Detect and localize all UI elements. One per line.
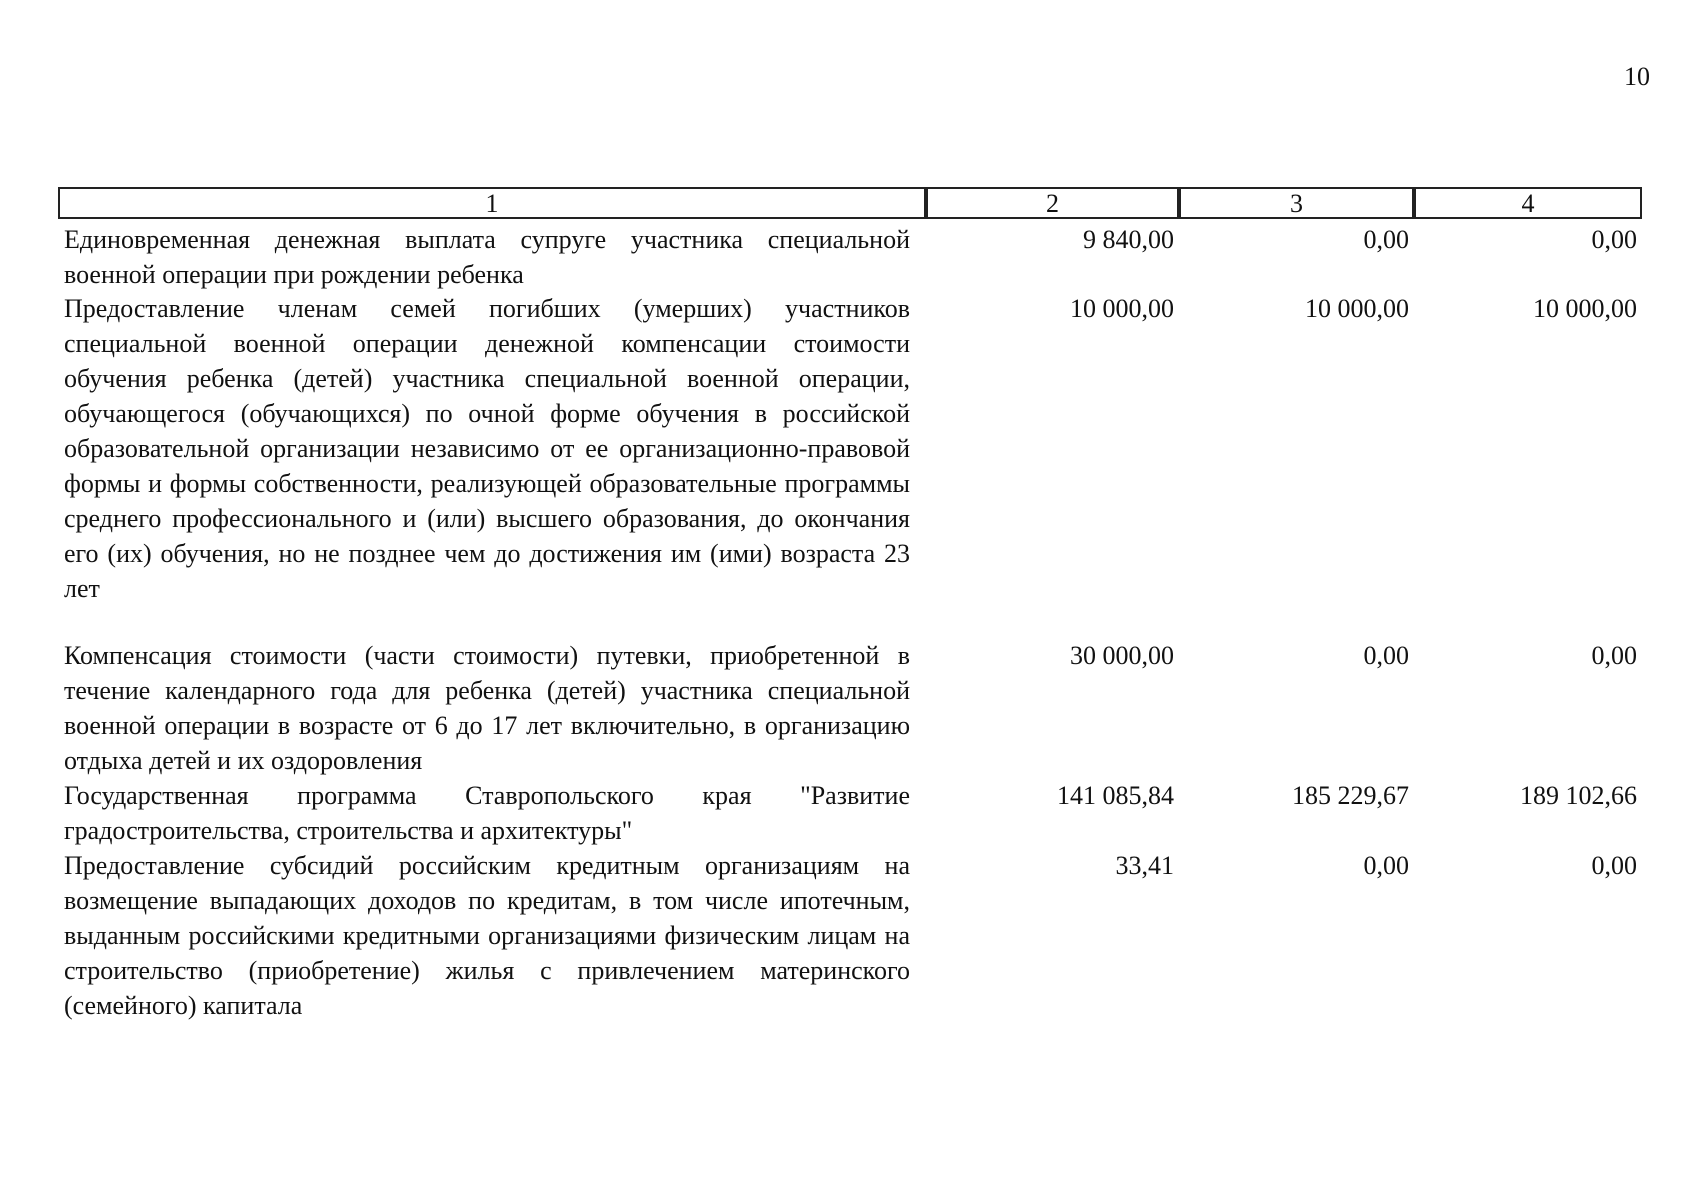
page-number: 10 xyxy=(1624,62,1650,91)
row-value-col4: 10 000,00 xyxy=(1533,294,1637,323)
row-value-col4: 0,00 xyxy=(1591,641,1637,670)
row-value-col4: 189 102,66 xyxy=(1520,781,1637,810)
row-description: Предоставление субсидий российским кредитным организациям на возмещение выпадающих доходов по кредитам, в том числе ипотечным, выданным российскими кредитными организациями физическим лицам на строительство (приобретение) жилья с привлечением материнского (семейного) капитала xyxy=(64,851,910,1020)
row-value-col3: 0,00 xyxy=(1363,641,1409,670)
header-cell-1: 1 xyxy=(58,187,926,219)
row-value-col3: 185 229,67 xyxy=(1292,781,1409,810)
row-value-col4: 0,00 xyxy=(1591,851,1637,880)
row-value-col3: 0,00 xyxy=(1363,851,1409,880)
row-value-col2: 30 000,00 xyxy=(1070,641,1174,670)
row-description: Единовременная денежная выплата супруге участника специальной военной операции при рождении ребенка xyxy=(64,225,910,289)
table-header-row xyxy=(58,187,1639,221)
header-cell-4: 4 xyxy=(1414,187,1642,219)
row-description: Предоставление членам семей погибших (умерших) участников специальной военной операции денежной компенсации стоимости обучения ребенка (детей) участника специальной военной операции, обучающегося (обучающихся) по очной форме обучения в российской образовательной организации независимо от ее организационно-правовой формы и формы собственности, реализующей образовательные программы среднего профессионального и (или) высшего образования, до окончания его (их) обучения, но не позднее чем до достижения им (ими) возраста 23 лет xyxy=(64,294,910,603)
row-description: Компенсация стоимости (части стоимости) путевки, приобретенной в течение календарного года для ребенка (детей) участника специальной военной операции в возрасте от 6 до 17 лет включительно, в организацию отдыха детей и их оздоровления xyxy=(64,641,910,775)
header-cell-2: 2 xyxy=(926,187,1179,219)
row-value-col3: 0,00 xyxy=(1363,225,1409,254)
row-value-col2: 10 000,00 xyxy=(1070,294,1174,323)
row-value-col2: 33,41 xyxy=(1115,851,1174,880)
row-value-col3: 10 000,00 xyxy=(1305,294,1409,323)
row-description: Государственная программа Ставропольского края "Развитие градостроительства, строительства и архитектуры" xyxy=(64,781,910,845)
row-value-col4: 0,00 xyxy=(1591,225,1637,254)
row-value-col2: 141 085,84 xyxy=(1057,781,1174,810)
header-cell-3: 3 xyxy=(1179,187,1414,219)
row-value-col2: 9 840,00 xyxy=(1083,225,1174,254)
